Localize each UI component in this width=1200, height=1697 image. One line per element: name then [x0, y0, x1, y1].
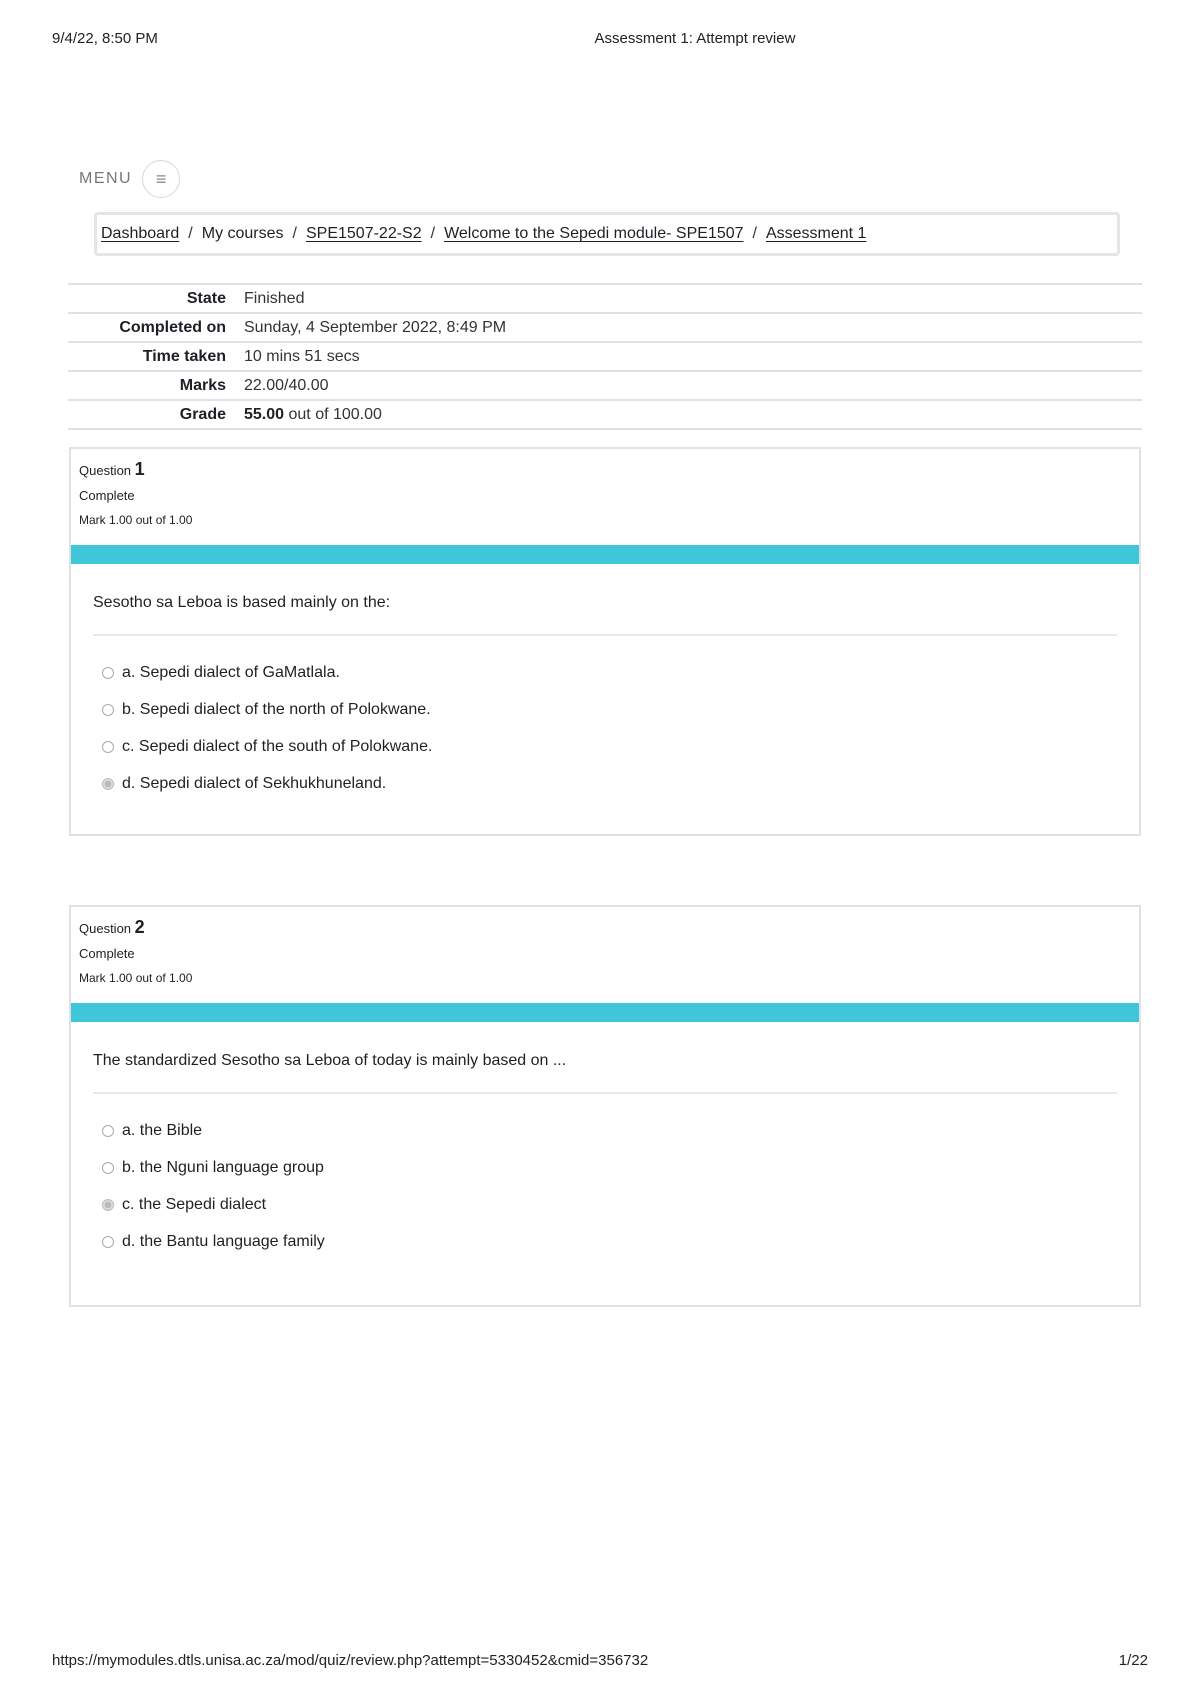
answer-label: b. Sepedi dialect of the north of Polokwane.	[122, 701, 431, 718]
question-number	[79, 459, 1131, 480]
breadcrumb-dashboard[interactable]: Dashboard	[101, 225, 180, 242]
print-url: https://mymodules.dtls.unisa.ac.za/mod/quiz/review.php?attempt=5330452&cmid=356732	[52, 1652, 649, 1669]
question-grade: Mark 1.00 out of 1.00	[79, 513, 193, 527]
breadcrumb-assessment[interactable]: Assessment 1	[765, 225, 867, 242]
summary-value: 22.00/40.00	[244, 371, 1142, 400]
answer-option[interactable]	[93, 732, 1117, 762]
radio-button[interactable]	[102, 1162, 114, 1174]
radio-button[interactable]	[102, 741, 114, 753]
radio-button[interactable]	[102, 704, 114, 716]
breadcrumb-my-courses: My courses	[201, 225, 284, 242]
breadcrumb-separator: /	[188, 225, 193, 242]
summary-row-state	[68, 284, 1142, 313]
question-grade: Mark 1.00 out of 1.00	[79, 971, 193, 985]
attempt-summary-table	[68, 283, 1142, 430]
radio-button-selected[interactable]	[102, 1199, 114, 1211]
summary-value: Sunday, 4 September 2022, 8:49 PM	[244, 313, 1142, 342]
answer-option-selected[interactable]	[93, 769, 1117, 799]
summary-label: Time taken	[68, 342, 244, 371]
summary-value: Finished	[244, 284, 1142, 313]
answer-list	[93, 1116, 1117, 1257]
summary-row-completed	[68, 313, 1142, 342]
answer-label: b. the Nguni language group	[122, 1159, 324, 1176]
answer-option[interactable]	[93, 1116, 1117, 1146]
menu-label: MENU	[79, 170, 133, 187]
breadcrumb-separator: /	[292, 225, 297, 242]
question-text: The standardized Sesotho sa Leboa of today is mainly based on ...	[93, 1052, 1117, 1094]
question-2	[69, 905, 1141, 1307]
page-number: 1/22	[1118, 1652, 1148, 1669]
breadcrumb-separator: /	[430, 225, 436, 242]
answer-label: d. the Bantu language family	[122, 1233, 325, 1250]
question-prefix: Question	[79, 921, 132, 936]
breadcrumb-section[interactable]: Welcome to the Sepedi module- SPE1507	[444, 225, 744, 242]
question-prefix: Question	[79, 463, 132, 478]
question-state: Complete	[79, 946, 135, 961]
summary-row-grade	[68, 400, 1142, 429]
answer-option[interactable]	[93, 1227, 1117, 1257]
question-body	[71, 564, 1139, 826]
grade-suffix: out of 100.00	[288, 405, 382, 423]
summary-label: Completed on	[68, 313, 244, 342]
question-state: Complete	[79, 488, 135, 503]
summary-label: Marks	[68, 371, 244, 400]
answer-list	[93, 658, 1117, 799]
answer-label: a. Sepedi dialect of GaMatlala.	[122, 664, 340, 681]
print-title: Assessment 1: Attempt review	[594, 30, 796, 47]
radio-button[interactable]	[102, 667, 114, 679]
summary-label: State	[68, 284, 244, 313]
answer-option-selected[interactable]	[93, 1190, 1117, 1220]
hamburger-icon[interactable]: ≡	[142, 160, 180, 198]
answer-option[interactable]	[93, 695, 1117, 725]
breadcrumb-course[interactable]: SPE1507-22-S2	[305, 225, 422, 242]
answer-label: c. the Sepedi dialect	[122, 1196, 267, 1213]
breadcrumb-separator: /	[752, 225, 757, 242]
radio-button[interactable]	[102, 1125, 114, 1137]
question-number-value: 2	[134, 917, 145, 937]
radio-button[interactable]	[102, 1236, 114, 1248]
question-info	[71, 449, 1139, 545]
question-status-bar	[71, 1003, 1139, 1022]
question-body	[71, 1022, 1139, 1284]
breadcrumb	[94, 212, 1120, 256]
answer-label: a. the Bible	[122, 1122, 203, 1139]
summary-label: Grade	[68, 400, 244, 429]
summary-value: 10 mins 51 secs	[244, 342, 1142, 371]
print-date: 9/4/22, 8:50 PM	[52, 30, 158, 47]
answer-option[interactable]	[93, 658, 1117, 688]
summary-value	[244, 400, 1142, 429]
menu-toggle[interactable]	[79, 160, 180, 198]
question-info	[71, 907, 1139, 1003]
question-number	[79, 917, 1131, 938]
summary-row-marks	[68, 371, 1142, 400]
radio-button-selected[interactable]	[102, 778, 114, 790]
answer-option[interactable]	[93, 1153, 1117, 1183]
summary-row-time-taken	[68, 342, 1142, 371]
question-number-value: 1	[134, 459, 145, 479]
question-1	[69, 447, 1141, 836]
grade-value: 55.00	[244, 405, 285, 423]
answer-label: c. Sepedi dialect of the south of Polokwane.	[122, 738, 433, 755]
question-text: Sesotho sa Leboa is based mainly on the:	[93, 594, 1117, 636]
question-status-bar	[71, 545, 1139, 564]
answer-label: d. Sepedi dialect of Sekhukhuneland.	[122, 775, 387, 792]
